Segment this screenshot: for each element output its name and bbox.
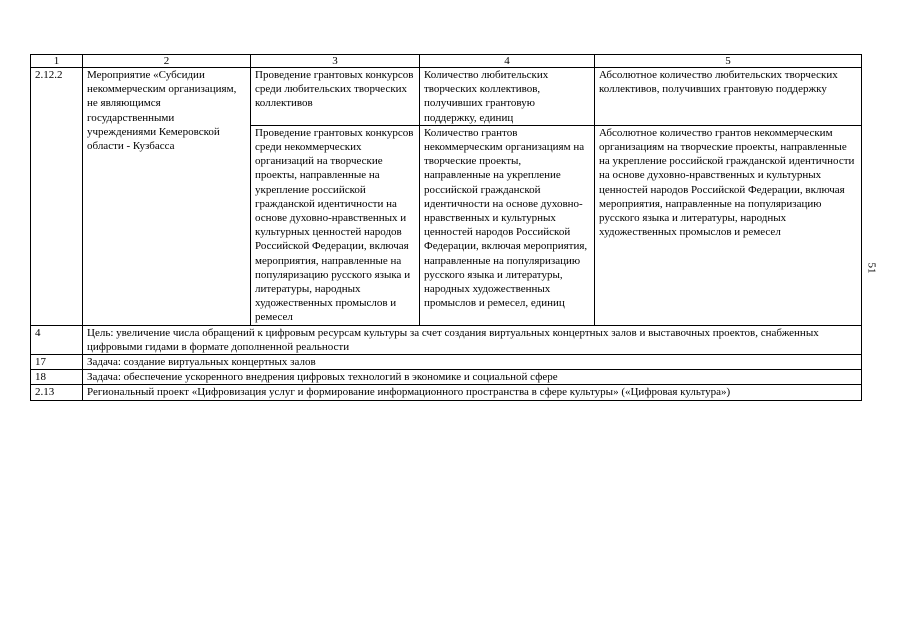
task-text: Задача: создание виртуальных концертных залов <box>83 355 862 370</box>
column-number: 1 <box>31 55 83 68</box>
table-row <box>31 370 862 385</box>
task-text: Задача: обеспечение ускоренного внедрения цифровых технологий в экономике и социальной сфере <box>83 370 862 385</box>
column-number-row <box>31 55 862 68</box>
event-name: Мероприятие «Субсидии некоммерческим организациям, не являющимся государственными учреждениями Кемеровской области - Кузбасса <box>83 68 251 326</box>
row-code: 2.12.2 <box>31 68 83 326</box>
indicator-name: Количество грантов некоммерческим организациям на творческие проекты, направленные на укрепление российской гражданской идентичности на основе духовно-нравственных и культурных ценностей народов Российской Федерации, включая мероприятия, направленные на популяризацию русского языка и литературы, народных художественных промыслов и ремесел, единиц <box>420 125 595 325</box>
table-row <box>31 355 862 370</box>
goal-text: Цель: увеличение числа обращений к цифровым ресурсам культуры за счет создания виртуальных концертных залов и выставочных проектов, снабженных цифровыми гидами в формате дополненной реальности <box>83 325 862 354</box>
row-code: 18 <box>31 370 83 385</box>
column-number: 4 <box>420 55 595 68</box>
indicators-table <box>30 54 862 401</box>
page-number: 51 <box>865 262 878 274</box>
table-row <box>31 68 862 126</box>
row-code: 4 <box>31 325 83 354</box>
column-number: 3 <box>251 55 420 68</box>
column-number: 2 <box>83 55 251 68</box>
indicator-name: Количество любительских творческих коллективов, получивших грантовую поддержку, единиц <box>420 68 595 126</box>
indicator-method: Абсолютное количество грантов некоммерческим организациям на творческие проекты, направленные на укрепление российской гражданской идентичности на основе духовно-нравственных и культурных ценностей народов Российской Федерации, включая мероприятия, направленные на популяризацию русского языка и литературы, народных художественных промыслов и ремесел <box>595 125 862 325</box>
project-text: Региональный проект «Цифровизация услуг и формирование информационного пространства в сфере культуры» («Цифровая культура») <box>83 385 862 400</box>
row-code: 17 <box>31 355 83 370</box>
table-row <box>31 325 862 354</box>
activity-description: Проведение грантовых конкурсов среди некоммерческих организаций на творческие проекты, направленные на укрепление российской гражданской идентичности на основе духовно-нравственных и культурных ценностей народов Российской Федерации, включая мероприятия, направленные на популяризацию русского языка и литературы, народных художественных промыслов и ремесел <box>251 125 420 325</box>
table-row <box>31 385 862 400</box>
activity-description: Проведение грантовых конкурсов среди любительских творческих коллективов <box>251 68 420 126</box>
column-number: 5 <box>595 55 862 68</box>
indicator-method: Абсолютное количество любительских творческих коллективов, получивших грантовую поддержку <box>595 68 862 126</box>
row-code: 2.13 <box>31 385 83 400</box>
